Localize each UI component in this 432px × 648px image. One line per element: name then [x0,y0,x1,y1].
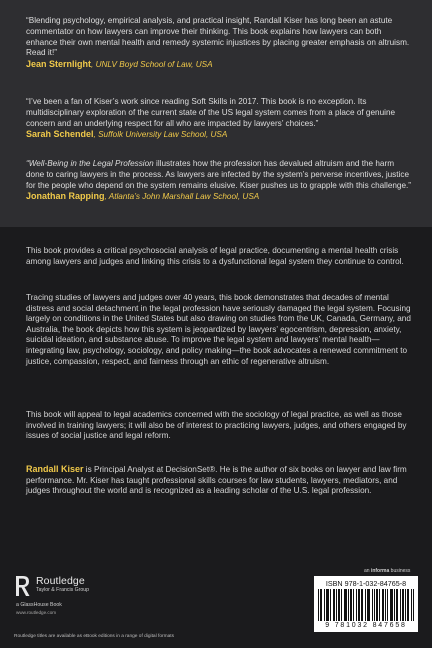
informa-business-tag: an informa business [364,568,411,574]
endorsement-attribution: Sarah Schendel, Suffolk University Law School, USA [26,129,228,140]
isbn-text: ISBN 978-1-032-84765-8 [325,579,407,588]
barcode-icon [318,589,414,621]
endorsement-text: “Blending psychology, empirical analysis, and practical insight, Randall Kiser has long been an astute commentator on how lawyers can improve their thinking. This book explains how lawyers can both enhance their own mental health and remedy systemic injustices by placing greater emphasis on altruism. Read it!” [26,16,410,58]
publisher-imprint: a GlassHouse Book [16,602,62,608]
publisher-website: www.routledge.com [16,610,57,615]
author-name: Randall Kiser [26,464,84,474]
publisher-name: Routledge [36,575,85,587]
publisher-group: Taylor & Francis Group [36,587,90,593]
endorsement-attribution: Jean Sternlight, UNLV Boyd School of Law, USA [26,59,213,70]
book-title-italic: “Well-Being in the Legal Profession [26,159,154,168]
endorsement-1 [26,16,414,70]
description-paragraph-3: This book will appeal to legal academics concerned with the sociology of legal practice, as well as those involved in training lawyers; it will also be of interest to practicing lawyers, judges, and others engaged by issues of social justice and legal reform. [26,410,407,441]
endorsement-text: “I’ve been a fan of Kiser’s work since reading Soft Skills in 2017. This book is no exception. Its multidisciplinary exploration of the current state of the US legal system comes from a place of genuine concern and an underlying respect for all who are impacted by lawyers’ choices.” [26,97,396,128]
routledge-logo-icon [14,574,32,598]
author-bio [26,464,414,497]
endorsement-2 [26,97,414,140]
publisher-block [14,574,164,616]
description-paragraph-2: Tracing studies of lawyers and judges over 40 years, this book demonstrates that decades of mental distress and social detachment in the legal profession have seriously damaged the legal system. Focusing largely on conditions in the United States but also drawing on studies from the UK, Canada, Germany, and Australia, the book depicts how this system is jeopardized by lawyers’ egocentrism, depression, anxiety, suicidal ideation, and substance abuse. To improve the legal system and lawyers’ mental health—integrating law, psychology, sociology, and policy making—the book advocates a renewed commitment to justice, compassion, respect, and fairness through an ethic of regenerative altruism. [26,293,411,366]
endorser-affiliation: Atlanta’s John Marshall Law School, USA [108,192,260,202]
endorsement-attribution: Jonathan Rapping, Atlanta’s John Marshall Law School, USA [26,191,260,202]
barcode-box [314,576,418,632]
endorsement-text: illustrates how the profession has devalued altruism and the harm done to caring lawyers in the process. As lawyers are infected by the system’s perverse incentives, justice for the people who depend on the system remains elusive. Kiser pushes us to grapple with this challenge.” [26,159,412,190]
barcode-number: 9 781032 847658 [325,622,407,629]
description-paragraph-1: This book provides a critical psychosocial analysis of legal practice, documenting a mental health crisis among lawyers and judges and linking this crisis to a dysfunctional legal system they continue to control. [26,246,404,266]
endorser-affiliation: Suffolk University Law School, USA [98,130,228,140]
informa-brand: informa [370,568,390,574]
ebook-availability-note: Routledge titles are available as eBook editions in a range of digital formats [14,634,174,639]
author-bio-text: is Principal Analyst at DecisionSet®. He is the author of six books on lawyer and law firm performance. Mr. Kiser has taught professional skills courses for law students, lawyers, mediators, and judges throughout the world and is recognized as a leading scholar of the U.S. legal profession. [26,465,407,496]
endorsement-3 [26,159,414,202]
endorser-name: Jonathan Rapping [26,191,105,202]
endorser-name: Jean Sternlight [26,59,92,70]
endorsements-panel [0,0,432,227]
endorser-affiliation: UNLV Boyd School of Law, USA [95,60,213,70]
endorser-name: Sarah Schendel [26,129,94,140]
